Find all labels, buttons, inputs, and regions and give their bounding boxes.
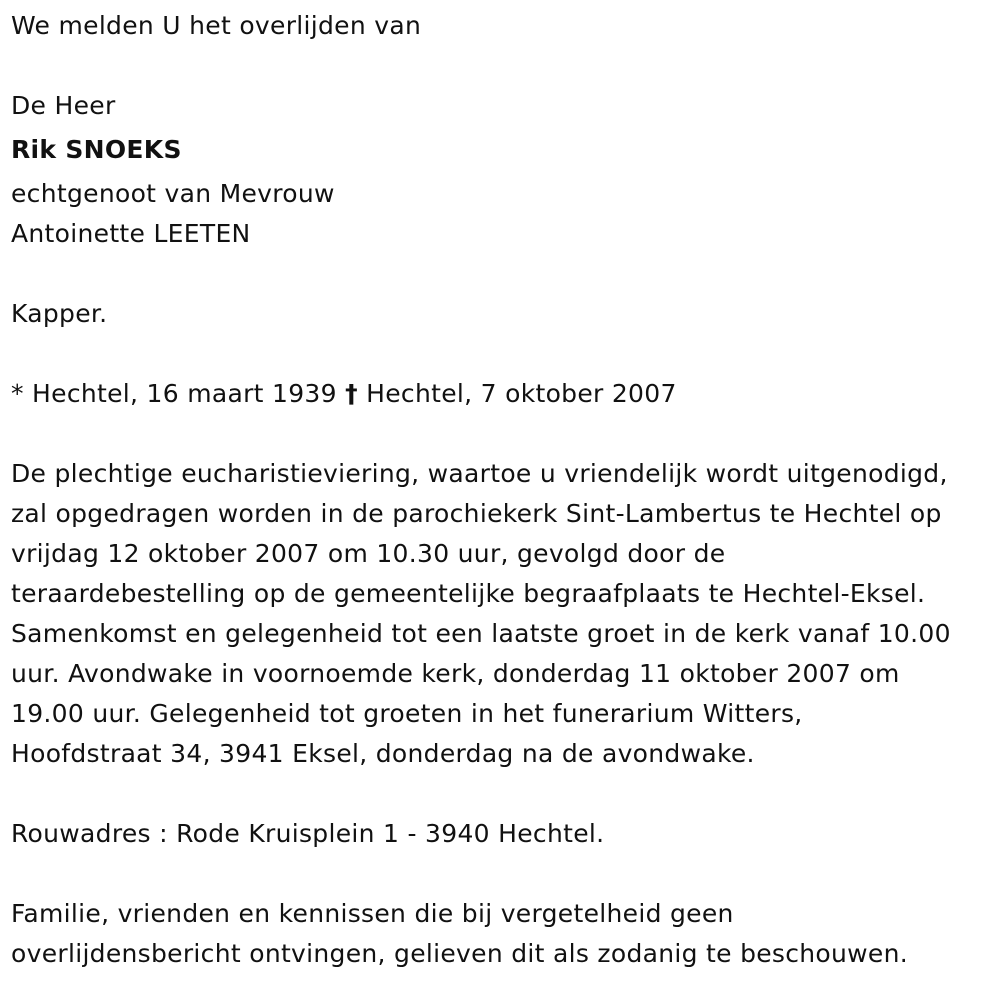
- closing-line: overlijdensbericht ontvingen, gelieven dit als zodanig te beschouwen.: [11, 939, 908, 968]
- ceremony-line: uur. Avondwake in voornoemde kerk, donderdag 11 oktober 2007 om: [11, 659, 900, 688]
- ceremony-line: teraardebestelling op de gemeentelijke begraafplaats te Hechtel-Eksel.: [11, 579, 926, 608]
- mourning-address: Rouwadres : Rode Kruisplein 1 - 3940 Hechtel.: [11, 819, 605, 848]
- birth-info: * Hechtel, 16 maart 1939: [11, 379, 337, 408]
- life-dates: [11, 374, 996, 414]
- ceremony-paragraph: [11, 454, 996, 774]
- ceremony-line: De plechtige eucharistieviering, waartoe u vriendelijk wordt uitgenodigd,: [11, 459, 948, 488]
- honorific: De Heer: [11, 91, 116, 120]
- spouse-line-2: Antoinette LEETEN: [11, 219, 251, 248]
- closing-line: Familie, vrienden en kennissen die bij vergetelheid geen: [11, 899, 734, 928]
- ceremony-line: Hoofdstraat 34, 3941 Eksel, donderdag na de avondwake.: [11, 739, 755, 768]
- ceremony-line: Samenkomst en gelegenheid tot een laatste groet in de kerk vanaf 10.00: [11, 619, 951, 648]
- ceremony-line: vrijdag 12 oktober 2007 om 10.30 uur, gevolgd door de: [11, 539, 726, 568]
- spacer: [11, 414, 996, 454]
- deceased-name: Rik SNOEKS: [11, 135, 182, 164]
- spacer: [11, 774, 996, 814]
- profession: Kapper.: [11, 299, 108, 328]
- ceremony-line: 19.00 uur. Gelegenheid tot groeten in het funerarium Witters,: [11, 699, 803, 728]
- closing-paragraph: [11, 894, 996, 974]
- spacer: [11, 254, 996, 294]
- spacer: [11, 334, 996, 374]
- ceremony-line: zal opgedragen worden in de parochiekerk Sint-Lambertus te Hechtel op: [11, 499, 942, 528]
- spouse-line-1: echtgenoot van Mevrouw: [11, 179, 335, 208]
- death-notice: [11, 6, 996, 974]
- spacer: [11, 46, 996, 86]
- cross-icon: †: [345, 379, 358, 408]
- death-info: Hechtel, 7 oktober 2007: [366, 379, 677, 408]
- intro-text: We melden U het overlijden van: [11, 11, 422, 40]
- spacer: [11, 854, 996, 894]
